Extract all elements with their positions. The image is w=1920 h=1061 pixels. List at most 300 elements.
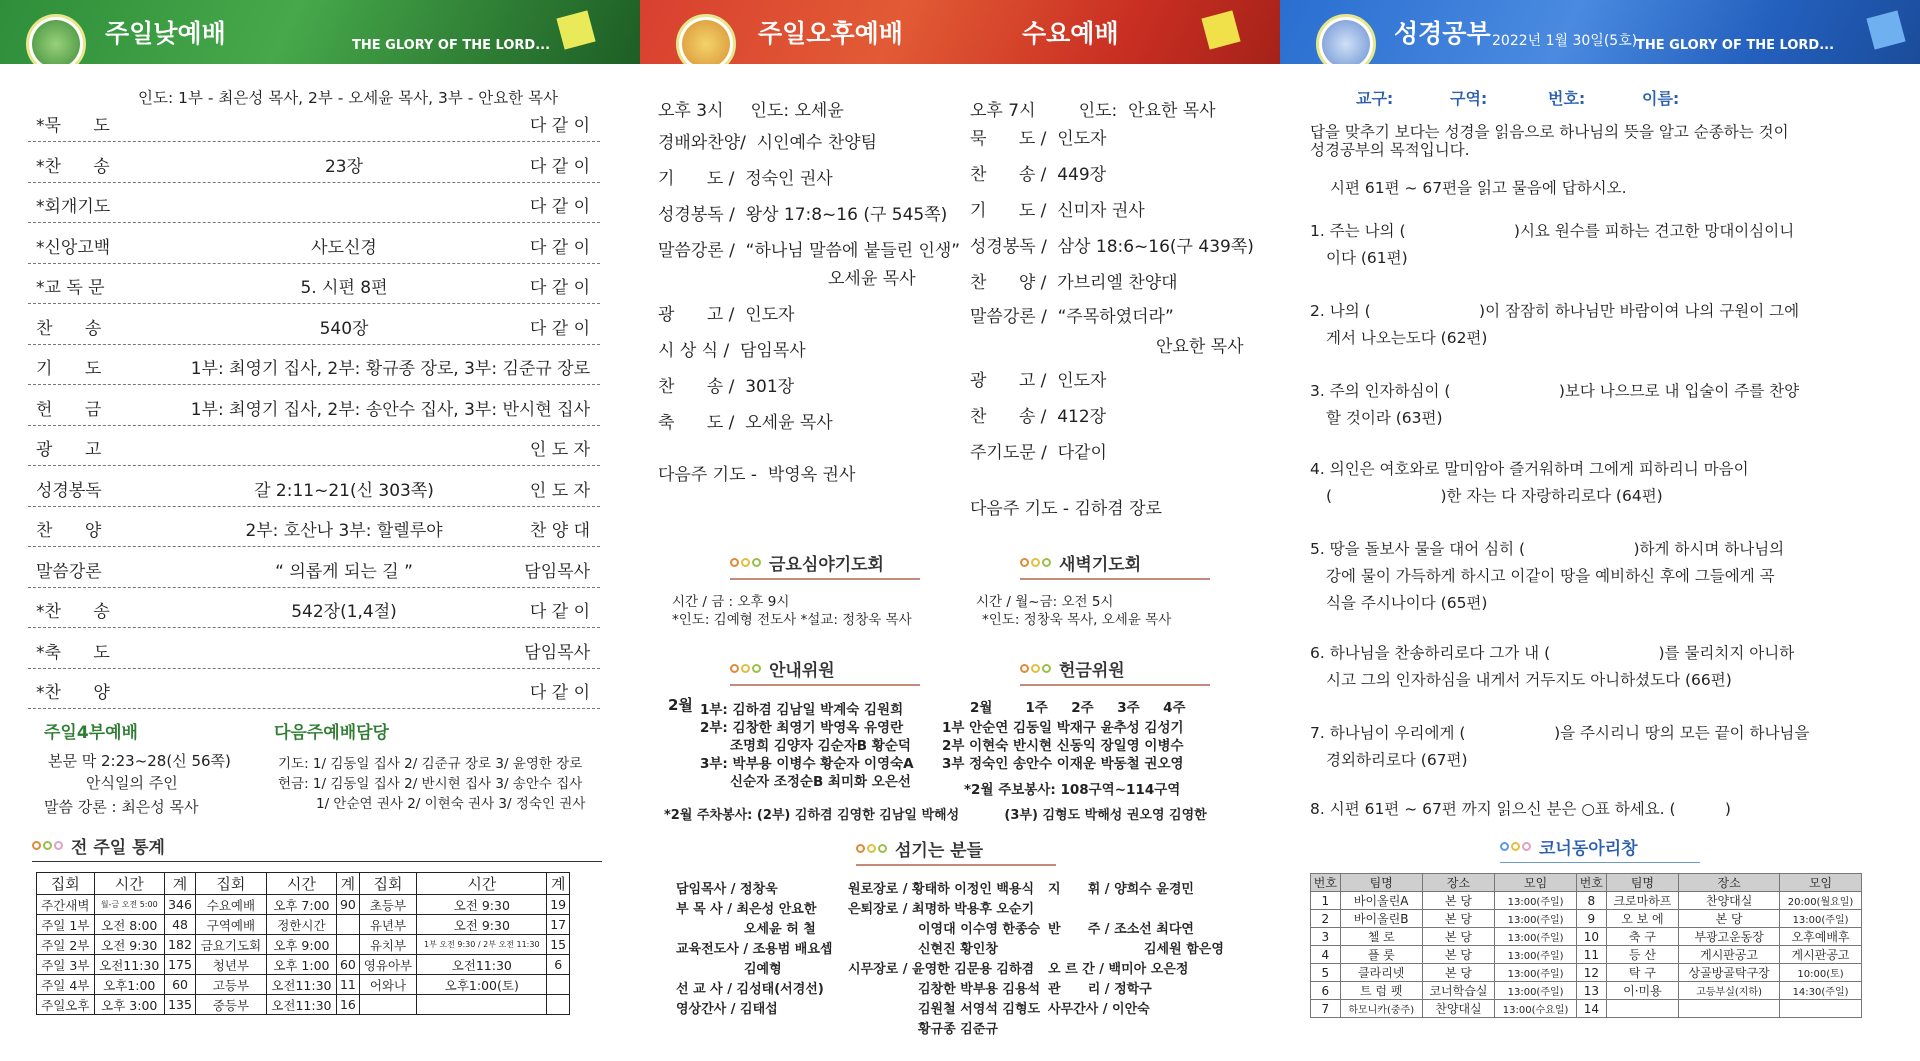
club-cell: 트 럼 펫 bbox=[1340, 982, 1422, 1000]
servant-line: 김예형 bbox=[744, 962, 782, 977]
stats-row bbox=[37, 975, 570, 995]
club-cell: 크로마하프 bbox=[1606, 892, 1678, 910]
flower-logo-icon bbox=[1316, 14, 1376, 64]
wednesday-line: 안요한 목사 bbox=[1156, 337, 1244, 357]
club-cell: 14 bbox=[1577, 1000, 1607, 1018]
stats-cell: 오전 8:00 bbox=[94, 915, 164, 935]
club-cell: 2 bbox=[1311, 910, 1341, 928]
order-row bbox=[28, 588, 600, 628]
header-sunday bbox=[0, 0, 640, 64]
stats-cell: 17 bbox=[547, 915, 570, 935]
club-cell: 11 bbox=[1577, 946, 1607, 964]
club-header-row bbox=[1311, 874, 1862, 892]
servant-line: 김원철 서영석 김형도 bbox=[918, 1002, 1041, 1017]
servant-line: 부 목 사 / 최은성 안요한 bbox=[676, 902, 817, 917]
stats-cell: 오전 9:30 bbox=[94, 935, 164, 955]
header-title-wednesday: 수요예배 bbox=[1022, 19, 1119, 48]
stats-cell: 오전 9:30 bbox=[417, 895, 547, 915]
student-label: 번호: bbox=[1548, 89, 1586, 108]
guide-line: 신순자 조정순B 최미화 오은선 bbox=[730, 774, 911, 790]
stats-table bbox=[36, 872, 570, 1015]
next-week-offering-2: 1/ 안순연 권사 2/ 이현숙 권사 3/ 정숙인 권사 bbox=[316, 796, 586, 812]
servants-title: 섬기는 분들 bbox=[856, 836, 1056, 866]
club-cell: 5 bbox=[1311, 964, 1341, 982]
stats-cell: 어와나 bbox=[359, 975, 417, 995]
club-header-cell: 번호 bbox=[1577, 874, 1607, 892]
club-table bbox=[1310, 873, 1862, 1018]
order-item: 찬 양 bbox=[36, 521, 102, 541]
order-row bbox=[28, 345, 600, 385]
club-header-cell: 팀명 bbox=[1606, 874, 1678, 892]
club-cell: 13:00(주일) bbox=[1495, 946, 1577, 964]
club-cell: 바이올린A bbox=[1340, 892, 1422, 910]
club-cell: 하모니카(중주) bbox=[1340, 1000, 1422, 1018]
stats-row bbox=[37, 995, 570, 1015]
fourth-service-text: 본문 막 2:23~28(신 56쪽) bbox=[48, 752, 231, 770]
servant-line: 오세윤 허 철 bbox=[744, 922, 816, 937]
stats-cell: 유치부 bbox=[359, 935, 417, 955]
wednesday-line: 찬 양 / 가브리엘 찬양대 bbox=[970, 273, 1178, 293]
question-line: 할 것이라 (63편) bbox=[1326, 409, 1443, 427]
bulletin-note: *2월 주보봉사: 108구역~114구역 bbox=[964, 782, 1181, 798]
servant-line: 은퇴장로 / 최명하 박용후 오순기 bbox=[848, 902, 1035, 917]
afternoon-line: 시 상 식 / 담임목사 bbox=[658, 341, 806, 361]
order-content: 5. 시편 8편 bbox=[300, 278, 388, 298]
club-cell: 클라리넷 bbox=[1340, 964, 1422, 982]
stats-cell: 오후 7:00 bbox=[266, 895, 336, 915]
dots-icon bbox=[856, 844, 887, 853]
club-cell: 첼 로 bbox=[1340, 928, 1422, 946]
club-cell: 13:00(주일) bbox=[1780, 910, 1862, 928]
stats-cell: 135 bbox=[164, 995, 195, 1015]
stats-cell bbox=[417, 995, 547, 1015]
club-cell: 10:00(토) bbox=[1780, 964, 1862, 982]
servant-line: 오 르 간 / 백미아 오은정 bbox=[1048, 962, 1189, 977]
club-cell: 오 보 에 bbox=[1606, 910, 1678, 928]
club-cell: 축 구 bbox=[1606, 928, 1678, 946]
club-cell: 게시판공고 bbox=[1679, 946, 1780, 964]
club-cell: 탁 구 bbox=[1606, 964, 1678, 982]
afternoon-line: 말씀강론 / “하나님 말씀에 붙들린 인생” bbox=[658, 241, 961, 261]
dots-icon bbox=[1020, 558, 1051, 567]
order-item: 성경봉독 bbox=[36, 480, 102, 501]
club-cell: 부광고운동장 bbox=[1679, 928, 1780, 946]
order-row bbox=[28, 426, 600, 466]
stats-cell: 주일 1부 bbox=[37, 915, 95, 935]
stats-cell: 오후 9:00 bbox=[266, 935, 336, 955]
order-item: 광 고 bbox=[36, 440, 102, 460]
club-cell: 13:00(주일) bbox=[1495, 892, 1577, 910]
stats-cell: 오후 3:00 bbox=[94, 995, 164, 1015]
order-by: 다 같 이 bbox=[529, 116, 590, 136]
wednesday-line: 광 고 / 인도자 bbox=[970, 371, 1107, 391]
servant-line: 사무간사 / 이안숙 bbox=[1048, 1002, 1150, 1017]
club-section-title: 코너동아리창 bbox=[1500, 834, 1700, 863]
question-line: 경외하리로다 (67편) bbox=[1326, 751, 1468, 769]
servant-line: 교육전도사 / 조용범 배요셉 bbox=[676, 942, 833, 957]
stats-header-cell: 집회 bbox=[196, 873, 267, 895]
club-cell: 게시판공고 bbox=[1780, 946, 1862, 964]
stats-cell: 15 bbox=[547, 935, 570, 955]
order-row bbox=[28, 143, 600, 183]
stats-cell: 11 bbox=[337, 975, 360, 995]
stats-cell: 오전11:30 bbox=[266, 995, 336, 1015]
fourth-service-preacher: 말씀 강론 : 최은성 목사 bbox=[44, 798, 199, 816]
order-by: 담임목사 bbox=[524, 642, 590, 663]
header-title-afternoon: 주일오후예배 bbox=[758, 19, 903, 48]
order-item: *찬 양 bbox=[36, 683, 110, 703]
club-cell: 14:30(주일) bbox=[1780, 982, 1862, 1000]
stats-cell: 초등부 bbox=[359, 895, 417, 915]
stats-row bbox=[37, 915, 570, 935]
club-row bbox=[1311, 928, 1862, 946]
question-line: 4. 의인은 여호와로 말미암아 즐거워하며 그에게 피하리니 마음이 bbox=[1310, 460, 1749, 478]
question-line: 8. 시편 61편 ~ 67편 까지 읽으신 분은 ○표 하세요. ( ) bbox=[1310, 800, 1731, 818]
afternoon-line: 광 고 / 인도자 bbox=[658, 305, 795, 325]
question-line: 시고 그의 인자하심을 내게서 거두지도 아니하셨도다 (66편) bbox=[1326, 671, 1732, 689]
stats-cell bbox=[547, 995, 570, 1015]
dots-icon bbox=[1020, 664, 1051, 673]
servant-line: 시무장로 / 윤영한 김문용 김하겸 bbox=[848, 962, 1035, 977]
order-row bbox=[28, 183, 600, 223]
order-content: 갈 2:11~21(신 303쪽) bbox=[254, 480, 434, 501]
intro-text: 답을 맞추기 보다는 성경을 읽음으로 하나님의 뜻을 알고 순종하는 것이 bbox=[1310, 123, 1789, 141]
club-cell: 본 당 bbox=[1422, 964, 1494, 982]
stats-row bbox=[37, 935, 570, 955]
stats-cell: 수요예배 bbox=[196, 895, 267, 915]
stats-cell bbox=[547, 975, 570, 995]
stats-cell: 주일 3부 bbox=[37, 955, 95, 975]
wednesday-line: 찬 송 / 449장 bbox=[970, 165, 1107, 185]
club-row bbox=[1311, 946, 1862, 964]
servant-line: 영상간사 / 김태섭 bbox=[676, 1002, 778, 1017]
club-cell: 8 bbox=[1577, 892, 1607, 910]
order-content: 540장 bbox=[319, 318, 369, 339]
header-tagline: THE GLORY OF THE LORD... bbox=[1636, 38, 1835, 53]
next-week-offering: 헌금: 1/ 김동일 집사 2/ 반시현 집사 3/ 송안수 집사 bbox=[278, 776, 583, 792]
flag-icon bbox=[1201, 10, 1240, 49]
club-cell: 찬양대실 bbox=[1679, 892, 1780, 910]
stats-cell: 중등부 bbox=[196, 995, 267, 1015]
stats-cell bbox=[337, 935, 360, 955]
student-label: 이름: bbox=[1642, 89, 1680, 108]
stats-cell: 금요기도회 bbox=[196, 935, 267, 955]
header-title: 성경공부 bbox=[1394, 19, 1491, 48]
offering-line: 2부 이현숙 반시현 신동익 장일영 이병수 bbox=[942, 738, 1184, 754]
club-cell: 7 bbox=[1311, 1000, 1341, 1018]
flag-icon bbox=[556, 10, 595, 49]
question-line: 5. 땅을 돌보사 물을 대어 심히 ( )하게 하시며 하나님의 bbox=[1310, 540, 1785, 558]
order-item: *회개기도 bbox=[36, 197, 111, 217]
stats-cell: 주간새벽 bbox=[37, 895, 95, 915]
afternoon-line: 성경봉독 / 왕상 17:8~16 (구 545쪽) bbox=[658, 205, 948, 225]
flower-logo-icon bbox=[676, 14, 736, 64]
club-cell: 바이올린B bbox=[1340, 910, 1422, 928]
dawn-prayer-title: 새벽기도회 bbox=[1020, 550, 1210, 580]
club-row bbox=[1311, 892, 1862, 910]
order-item: *신앙고백 bbox=[36, 237, 111, 258]
club-cell: 상골방골탁구장 bbox=[1679, 964, 1780, 982]
stats-header-cell: 계 bbox=[337, 873, 360, 895]
order-content: 1부: 최영기 집사, 2부: 송안수 집사, 3부: 반시현 집사 bbox=[190, 399, 590, 420]
servant-line: 지 휘 / 양희수 윤경민 bbox=[1048, 882, 1194, 897]
servant-line: 담임목사 / 정창욱 bbox=[676, 882, 778, 897]
club-cell bbox=[1780, 1000, 1862, 1018]
order-row bbox=[28, 548, 600, 588]
club-cell: 본 당 bbox=[1422, 910, 1494, 928]
guide-line: 2부: 김창한 최영기 박영옥 유영란 bbox=[700, 720, 904, 736]
club-cell: 13 bbox=[1577, 982, 1607, 1000]
stats-header-cell: 시간 bbox=[417, 873, 547, 895]
order-by: 다 같 이 bbox=[529, 683, 590, 703]
club-cell: 3 bbox=[1311, 928, 1341, 946]
order-item: *묵 도 bbox=[36, 116, 110, 136]
stats-cell: 48 bbox=[164, 915, 195, 935]
order-row bbox=[28, 467, 600, 507]
order-content: 542장(1,4절) bbox=[291, 602, 397, 622]
order-content: 23장 bbox=[324, 156, 364, 177]
servant-line: 선 교 사 / 김성태(서경선) bbox=[676, 982, 824, 997]
stats-cell: 월-금 오전 5:00 bbox=[94, 895, 164, 915]
club-cell: 1 bbox=[1311, 892, 1341, 910]
guide-line: 1부: 김하겸 김남일 박계숙 김원희 bbox=[700, 702, 904, 718]
student-label: 구역: bbox=[1450, 89, 1488, 108]
order-by: 인 도 자 bbox=[529, 440, 590, 460]
stats-cell: 6 bbox=[547, 955, 570, 975]
dots-icon bbox=[1500, 842, 1531, 851]
order-by: 담임목사 bbox=[524, 561, 590, 582]
stats-cell: 오후1:00(토) bbox=[417, 975, 547, 995]
stats-cell: 90 bbox=[337, 895, 360, 915]
order-by: 다 같 이 bbox=[529, 156, 590, 177]
question-line: 2. 나의 ( )이 잠잠히 하나님만 바람이여 나의 구원이 그에 bbox=[1310, 302, 1800, 320]
order-item: 헌 금 bbox=[36, 399, 102, 420]
question-line: 3. 주의 인자하심이 ( )보다 나으므로 내 입술이 주를 찬양 bbox=[1310, 382, 1800, 400]
stats-cell bbox=[359, 995, 417, 1015]
stats-cell: 오전11:30 bbox=[266, 975, 336, 995]
order-by: 다 같 이 bbox=[529, 197, 590, 217]
stats-header-cell: 시간 bbox=[94, 873, 164, 895]
wednesday-line: 성경봉독 / 삼상 18:6~16(구 439쪽) bbox=[970, 237, 1254, 257]
stats-cell: 오전11:30 bbox=[417, 955, 547, 975]
stats-cell bbox=[337, 915, 360, 935]
wednesday-line: 오후 7시 인도: 안요한 목사 bbox=[970, 101, 1216, 121]
afternoon-line: 오세윤 목사 bbox=[828, 269, 916, 289]
flag-icon bbox=[1866, 10, 1905, 49]
flower-logo-icon bbox=[26, 14, 86, 64]
offering-line: 1부 안순연 김동일 박재구 윤추성 김성기 bbox=[942, 720, 1184, 736]
club-cell: 찬양대실 bbox=[1422, 1000, 1494, 1018]
header-tagline: THE GLORY OF THE LORD... bbox=[352, 38, 551, 53]
stats-header-cell: 시간 bbox=[266, 873, 336, 895]
question-line: ( )한 자는 다 자랑하리로다 (64편) bbox=[1326, 487, 1663, 505]
club-cell: 12 bbox=[1577, 964, 1607, 982]
stats-cell: 1부 오전 9:30 / 2부 오전 11:30 bbox=[417, 935, 547, 955]
servant-line: 반 주 / 조소선 최다연 bbox=[1048, 922, 1194, 937]
guide-line: 조명희 김양자 김순자B 황순덕 bbox=[730, 738, 911, 754]
intro-text-2: 성경공부의 목적입니다. bbox=[1310, 141, 1470, 159]
club-cell: 이·미용 bbox=[1606, 982, 1678, 1000]
header-date: 2022년 1월 30일(5호) bbox=[1492, 33, 1638, 49]
header-afternoon bbox=[640, 0, 1280, 64]
order-content: 2부: 호산나 3부: 할렐루야 bbox=[245, 521, 443, 541]
wednesday-line: 다음주 기도 - 김하겸 장로 bbox=[970, 499, 1162, 519]
servant-line: 김창한 박부용 김용석 bbox=[918, 982, 1041, 997]
club-header-cell: 장소 bbox=[1679, 874, 1780, 892]
friday-prayer-time: 시간 / 금 : 오후 9시 bbox=[672, 594, 790, 610]
wednesday-line: 기 도 / 신미자 권사 bbox=[970, 201, 1145, 221]
offering-title: 헌금위원 bbox=[1020, 656, 1210, 686]
afternoon-line: 축 도 / 오세윤 목사 bbox=[658, 413, 833, 433]
student-label: 교구: bbox=[1356, 89, 1394, 108]
club-cell: 오후예배후 bbox=[1780, 928, 1862, 946]
stats-header-row bbox=[37, 873, 570, 895]
question-line: 게서 나오는도다 (62편) bbox=[1326, 329, 1488, 347]
servant-line: 김세원 함은영 bbox=[1144, 942, 1224, 957]
dawn-prayer-time: 시간 / 월~금: 오전 5시 bbox=[976, 594, 1114, 610]
stats-cell: 16 bbox=[337, 995, 360, 1015]
order-item: 기 도 bbox=[36, 359, 102, 379]
wednesday-line: 주기도문 / 다같이 bbox=[970, 443, 1107, 463]
afternoon-line: 경배와찬양/ 시인예수 찬양팀 bbox=[658, 133, 878, 153]
servant-line: 원로장로 / 황태하 이정인 백용식 bbox=[848, 882, 1035, 897]
stats-header-cell: 계 bbox=[164, 873, 195, 895]
club-cell bbox=[1679, 1000, 1780, 1018]
stats-cell: 60 bbox=[164, 975, 195, 995]
header-bible-study bbox=[1280, 0, 1920, 64]
stats-cell: 182 bbox=[164, 935, 195, 955]
dawn-prayer-leaders: *인도: 정창욱 목사, 오세윤 목사 bbox=[982, 612, 1172, 628]
next-week-prayer: 기도: 1/ 김동일 집사 2/ 김준규 장로 3/ 윤영한 장로 bbox=[278, 756, 583, 772]
order-row bbox=[28, 629, 600, 669]
stats-row bbox=[37, 895, 570, 915]
club-header-cell: 모임 bbox=[1495, 874, 1577, 892]
club-header-cell: 모임 bbox=[1780, 874, 1862, 892]
parking-note: *2월 주차봉사: (2부) 김하겸 김영한 김남일 박해성 (3부) 김형도 박해성 권오영 김영한 bbox=[664, 808, 1207, 823]
club-header-cell: 팀명 bbox=[1340, 874, 1422, 892]
club-cell: 본 당 bbox=[1679, 910, 1780, 928]
stats-cell: 60 bbox=[337, 955, 360, 975]
stats-cell: 주일오후 bbox=[37, 995, 95, 1015]
club-cell: 9 bbox=[1577, 910, 1607, 928]
club-cell: 본 당 bbox=[1422, 928, 1494, 946]
dots-icon bbox=[730, 664, 761, 673]
stats-cell: 주일 4부 bbox=[37, 975, 95, 995]
wednesday-line: 찬 송 / 412장 bbox=[970, 407, 1107, 427]
stats-cell: 정한시간 bbox=[266, 915, 336, 935]
order-item: *축 도 bbox=[36, 642, 110, 663]
stats-cell: 346 bbox=[164, 895, 195, 915]
club-cell: 13:00(주일) bbox=[1495, 982, 1577, 1000]
order-item: 말씀강론 bbox=[36, 561, 102, 582]
offering-line: 3부 정숙인 송안수 이재운 박동철 권오영 bbox=[942, 756, 1184, 772]
servant-line: 신현진 황인창 bbox=[918, 942, 998, 957]
servant-line: 관 리 / 정학구 bbox=[1048, 982, 1152, 997]
afternoon-line: 기 도 / 정숙인 권사 bbox=[658, 169, 833, 189]
order-by: 찬 양 대 bbox=[529, 521, 590, 541]
stats-cell: 주일 2부 bbox=[37, 935, 95, 955]
order-row bbox=[28, 386, 600, 426]
order-item: 찬 송 bbox=[36, 318, 102, 339]
club-row bbox=[1311, 964, 1862, 982]
club-row bbox=[1311, 910, 1862, 928]
next-week-title: 다음주예배담당 bbox=[274, 723, 389, 743]
stats-title: 전 주일 통계 bbox=[71, 838, 165, 858]
stats-header-cell: 집회 bbox=[37, 873, 95, 895]
dots-icon bbox=[32, 841, 63, 850]
stats-cell: 유년부 bbox=[359, 915, 417, 935]
stats-cell: 19 bbox=[547, 895, 570, 915]
wednesday-line: 묵 도 / 인도자 bbox=[970, 129, 1107, 149]
fourth-service-sermon: 안식일의 주인 bbox=[86, 774, 178, 792]
leaders-line: 인도: 1부 - 최은성 목사, 2부 - 오세윤 목사, 3부 - 안요한 목사 bbox=[138, 89, 559, 107]
club-cell: 13:00(주일) bbox=[1495, 928, 1577, 946]
order-content: 사도신경 bbox=[311, 237, 377, 258]
order-item: *찬 송 bbox=[36, 602, 110, 622]
header-title: 주일낮예배 bbox=[105, 19, 226, 48]
instruction-text: 시편 61편 ~ 67편을 읽고 물음에 답하시오. bbox=[1330, 179, 1627, 197]
question-line: 1. 주는 나의 ( )시요 원수를 피하는 견고한 망대이심이니 bbox=[1310, 222, 1795, 240]
stats-cell: 오전 9:30 bbox=[417, 915, 547, 935]
club-cell: 13:00(주일) bbox=[1495, 910, 1577, 928]
stats-row bbox=[37, 955, 570, 975]
club-cell: 본 당 bbox=[1422, 946, 1494, 964]
offering-head: 2월 1주 2주 3주 4주 bbox=[970, 700, 1186, 716]
club-cell: 13:00(주일) bbox=[1495, 964, 1577, 982]
order-by: 다 같 이 bbox=[529, 237, 590, 258]
order-content: 1부: 최영기 집사, 2부: 황규종 장로, 3부: 김준규 장로 bbox=[190, 359, 590, 379]
club-cell: 4 bbox=[1311, 946, 1341, 964]
order-row bbox=[28, 224, 600, 264]
club-cell: 고등부실(지하) bbox=[1679, 982, 1780, 1000]
fourth-service-title: 주일4부예배 bbox=[44, 723, 138, 743]
guide-line: 3부: 박부용 이병수 황순자 이영숙A bbox=[700, 756, 914, 772]
club-cell: 10 bbox=[1577, 928, 1607, 946]
afternoon-line: 찬 송 / 301장 bbox=[658, 377, 795, 397]
afternoon-line: 다음주 기도 - 박영옥 권사 bbox=[658, 465, 856, 485]
club-header-cell: 번호 bbox=[1311, 874, 1341, 892]
club-cell: 본 당 bbox=[1422, 892, 1494, 910]
question-line: 6. 하나님을 찬송하리로다 그가 내 ( )를 물리치지 아니하 bbox=[1310, 644, 1795, 662]
club-row bbox=[1311, 982, 1862, 1000]
stats-cell: 175 bbox=[164, 955, 195, 975]
friday-prayer-title: 금요심야기도회 bbox=[730, 550, 920, 580]
club-row bbox=[1311, 1000, 1862, 1018]
question-line: 식을 주시나이다 (65편) bbox=[1326, 594, 1488, 612]
stats-cell: 청년부 bbox=[196, 955, 267, 975]
club-cell bbox=[1606, 1000, 1678, 1018]
order-by: 다 같 이 bbox=[529, 602, 590, 622]
order-row bbox=[28, 669, 600, 709]
guide-title: 안내위원 bbox=[730, 656, 920, 686]
order-item: *교 독 문 bbox=[36, 278, 105, 298]
afternoon-line: 오후 3시 인도: 오세윤 bbox=[658, 101, 844, 121]
servant-line: 이영대 이수영 한종승 bbox=[918, 922, 1041, 937]
servant-line: 황규종 김준규 bbox=[918, 1022, 998, 1037]
wednesday-line: 말씀강론 / “주목하였더라” bbox=[970, 307, 1174, 327]
club-cell: 20:00(월요일) bbox=[1780, 892, 1862, 910]
order-content: “ 의롭게 되는 길 ” bbox=[275, 561, 413, 582]
stats-cell: 오전11:30 bbox=[94, 955, 164, 975]
order-by: 다 같 이 bbox=[529, 278, 590, 298]
club-cell: 13:00(수요일) bbox=[1495, 1000, 1577, 1018]
club-header-cell: 장소 bbox=[1422, 874, 1494, 892]
order-by: 인 도 자 bbox=[529, 480, 590, 501]
question-line: 이다 (61편) bbox=[1326, 249, 1408, 267]
club-cell: 등 산 bbox=[1606, 946, 1678, 964]
order-row bbox=[28, 305, 600, 345]
stats-cell: 고등부 bbox=[196, 975, 267, 995]
